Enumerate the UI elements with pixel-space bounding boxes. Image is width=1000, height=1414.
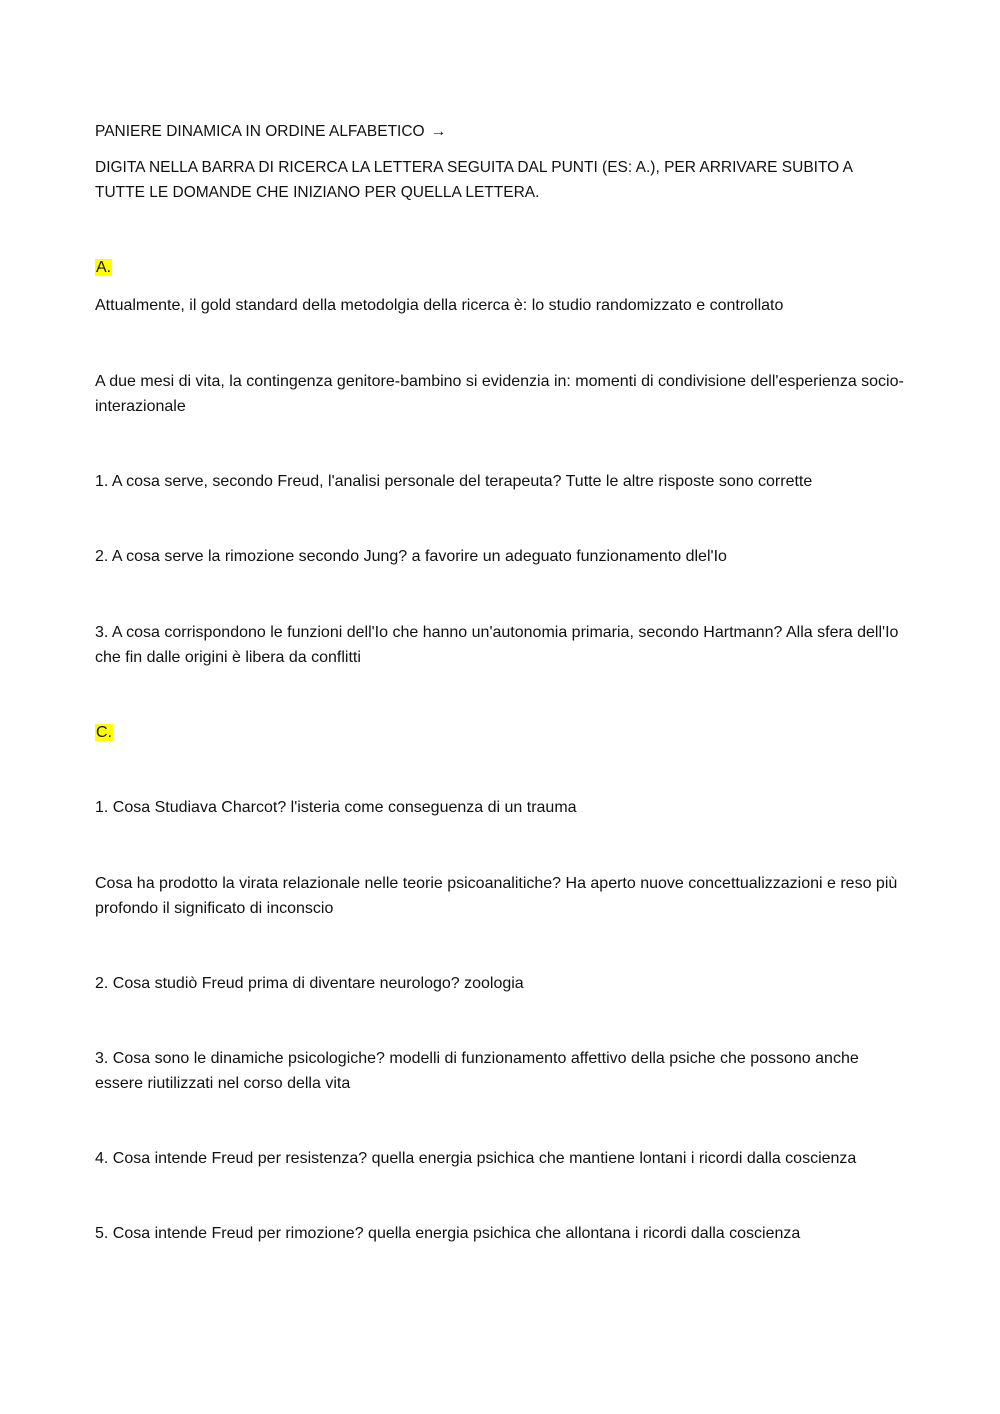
question-item: 3. A cosa corrispondono le funzioni dell'Io che hanno un'autonomia primaria, secondo Hartmann? Alla sfera dell'Io che fin dalle origini è libera da conflitti — [95, 624, 899, 666]
right-arrow-icon: → — [430, 123, 447, 140]
section-heading-a — [95, 256, 910, 281]
section-heading-c — [95, 721, 910, 746]
question-item: 1. Cosa Studiava Charcot? l'isteria come conseguenza di un trauma — [95, 799, 577, 816]
question-item: 2. Cosa studiò Freud prima di diventare neurologo? zoologia — [95, 975, 524, 992]
question-item: 3. Cosa sono le dinamiche psicologiche? modelli di funzionamento affettivo della psiche che possono anche essere riutilizzati nel corso della vita — [95, 1050, 859, 1092]
question-item: 2. A cosa serve la rimozione secondo Jung? a favorire un adeguato funzionamento dlel'Io — [95, 548, 727, 565]
question-item: Attualmente, il gold standard della metodolgia della ricerca è: lo studio randomizzato e controllato — [95, 297, 784, 314]
question-item: Cosa ha prodotto la virata relazionale nelle teorie psicoanalitiche? Ha aperto nuove concettualizzazioni e reso più profondo il significato di inconscio — [95, 875, 898, 917]
document-title — [95, 120, 910, 145]
question-item: 4. Cosa intende Freud per resistenza? quella energia psichica che mantiene lontani i ricordi dalla coscienza — [95, 1150, 857, 1167]
letter-highlight: C. — [96, 724, 112, 741]
letter-highlight: A. — [96, 259, 112, 276]
intro-instructions: DIGITA NELLA BARRA DI RICERCA LA LETTERA SEGUITA DAL PUNTI (ES: A.), PER ARRIVARE SUBITO A TUTTE LE DOMANDE CHE INIZIANO PER QUELLA LETTERA. — [95, 159, 853, 201]
question-item: 5. Cosa intende Freud per rimozione? quella energia psichica che allontana i ricordi dalla coscienza — [95, 1225, 801, 1242]
title-text: PANIERE DINAMICA IN ORDINE ALFABETICO — [95, 123, 425, 140]
question-item: A due mesi di vita, la contingenza genitore-bambino si evidenzia in: momenti di condivisione dell'esperienza socio-interazionale — [95, 373, 904, 415]
question-item: 1. A cosa serve, secondo Freud, l'analisi personale del terapeuta? Tutte le altre risposte sono corrette — [95, 473, 813, 490]
